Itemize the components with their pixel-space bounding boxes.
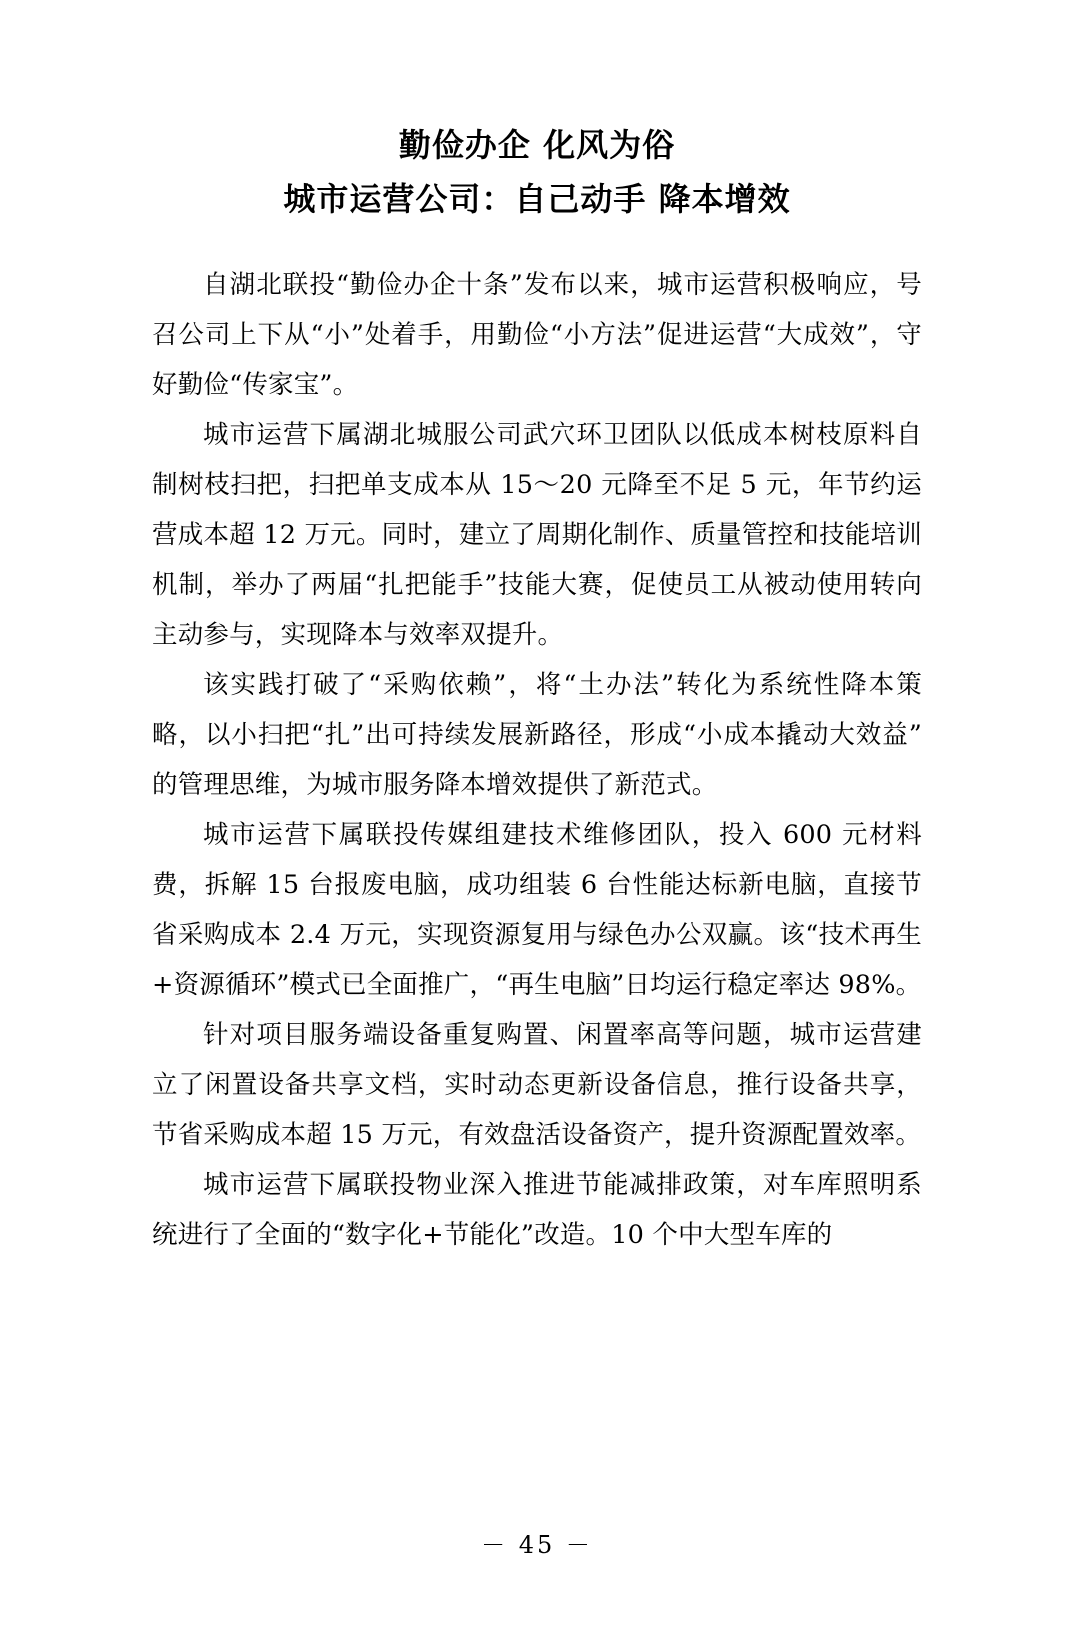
title-line-2: 城市运营公司：自己动手 降本增效 bbox=[283, 180, 791, 218]
page-number: － 45 － bbox=[481, 1531, 593, 1559]
document-body bbox=[152, 260, 922, 1260]
paragraph-2: 城市运营下属湖北城服公司武穴环卫团队以低成本树枝原料自制树枝扫把，扫把单支成本从 15～20 元降至不足 5 元，年节约运营成本超 12 万元。同时，建立了周期化制作、质量管控和技能培训机制，举办了两届“扎把能手”技能大赛，促使员工从被动使用转向主动参与，实现降本与效率双提升。 bbox=[152, 420, 922, 650]
paragraph-4: 城市运营下属联投传媒组建技术维修团队，投入 600 元材料费，拆解 15 台报废电脑，成功组装 6 台性能达标新电脑，直接节省采购成本 2.4 万元，实现资源复用与绿色办公双赢。该“技术再生+资源循环”模式已全面推广，“再生电脑”日均运行稳定率达 98%。 bbox=[152, 820, 922, 1000]
paragraph-6: 城市运营下属联投物业深入推进节能减排政策，对车库照明系统进行了全面的“数字化+节能化”改造。10 个中大型车库的 bbox=[152, 1170, 922, 1250]
document-title bbox=[0, 118, 1074, 226]
document-page bbox=[0, 118, 1074, 1638]
title-line-1: 勤俭办企 化风为俗 bbox=[398, 126, 676, 164]
paragraph-5: 针对项目服务端设备重复购置、闲置率高等问题，城市运营建立了闲置设备共享文档，实时动态更新设备信息，推行设备共享，节省采购成本超 15 万元，有效盘活设备资产，提升资源配置效率。 bbox=[152, 1020, 922, 1150]
paragraph-3: 该实践打破了“采购依赖”，将“土办法”转化为系统性降本策略，以小扫把“扎”出可持续发展新路径，形成“小成本撬动大效益”的管理思维，为城市服务降本增效提供了新范式。 bbox=[152, 670, 922, 800]
paragraph-1: 自湖北联投“勤俭办企十条”发布以来，城市运营积极响应，号召公司上下从“小”处着手，用勤俭“小方法”促进运营“大成效”，守好勤俭“传家宝”。 bbox=[152, 270, 922, 400]
